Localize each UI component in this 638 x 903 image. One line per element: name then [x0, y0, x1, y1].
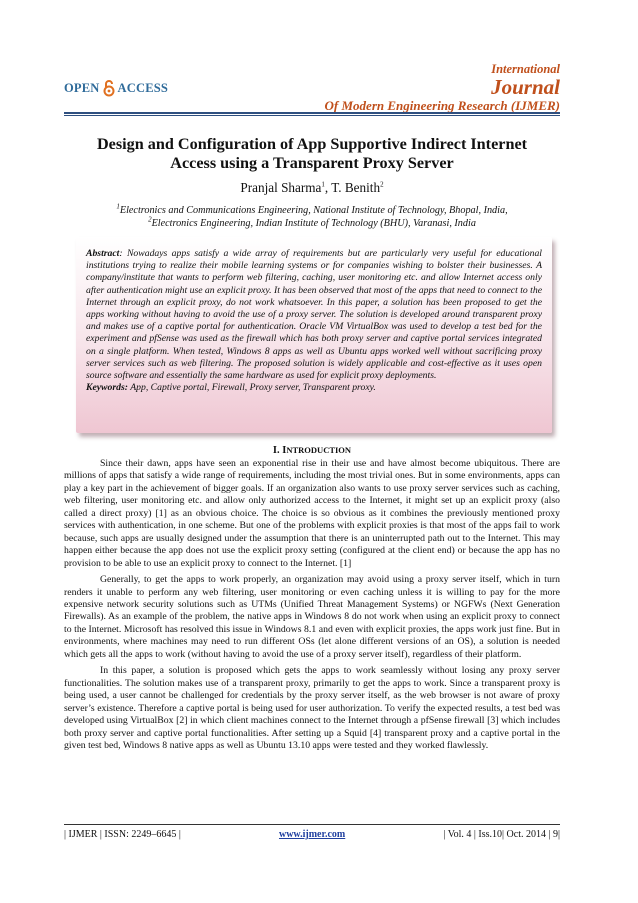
author-separator: ,: [324, 180, 332, 195]
footer-divider: [64, 824, 560, 825]
keywords-text: App, Captive portal, Firewall, Proxy server, Transparent proxy.: [127, 382, 376, 394]
header-divider-thin: [64, 115, 560, 116]
open-access-left-text: OPEN: [64, 80, 100, 95]
paper-title-line1: Design and Configuration of App Supportive Indirect Internet: [96, 135, 528, 153]
open-access-right-text: ACCESS: [117, 80, 169, 95]
paragraph-3: In this paper, a solution is proposed which gets the apps to work seamlessly without losing any proxy server functionalities. The solution makes use of a transparent proxy, primarily to get the apps to work. Since a transparent proxy is being used, a user cannot be challenged for credentials by the proxy server itself, as the web browser is not aware of proxy server’s existence. Therefore a captive portal is being used for user authorization. To verify the expected results, a test bed was developed using VirtualBox [2] in which client machines connect to the Internet through a pfSense firewall [3] which includes both proxy server and captive portal functionalities. After setting up a Squid [4] transparent proxy and a captive portal in the given test bed, Windows 8 native apps as well as Ubuntu 13.10 apps were tested and they worked flawlessly.: [64, 665, 560, 751]
footer-website-link[interactable]: www.ijmer.com: [278, 829, 346, 840]
author-1-affil-mark: 1: [321, 180, 325, 189]
open-access-lock-icon: [102, 79, 116, 97]
abstract-text: : Nowadays apps satisfy a wide array of requirements but are particularly very useful for educational institutions trying to realize their mobile learning systems or for companies wishing to bolster their businesses. A company/institute that wants to perform web filtering, caching, user monitoring etc. and allow Internet access only after authentication might use an explicit proxy. It has been observed that most of the apps that need to connect to the Internet through an explicit proxy, do not work whatsoever. In this paper, a solution has been proposed to get the apps working without having to avoid the use of a proxy server. The solution is developed around transparent proxy and makes use of a captive portal for authentication. Oracle VM VirtualBox was used to develop a test bed for the experiment and pfSense was used as the firewall which has both proxy server and captive portal services integrated on a single platform. When tested, Windows 8 apps as well as Ubuntu apps worked well without sacrificing proxy server services such as web filtering. The proposed solution is widely applicable and cost-effective as it uses open source software and essentially the same hardware as used for explicit proxy deployments.: [86, 248, 542, 382]
paragraph-1: Since their dawn, apps have seen an exponential rise in their use and have almost become ubiquitous. There are millions of apps that satisfy a wide range of requirements, including the most trivial ones. But in some environments, apps can play a key part in the achievement of bigger goals. If an organization also wants to use proxy server services such as caching, web filtering, user monitoring etc. and allow only authorized access to the Internet, it might set up an explicit proxy (also called a direct proxy) [1] as an obvious choice. The choice is so obvious as it combines the previously mentioned proxy services with authentication, in one scheme. But one of the problems with explicit proxies is that most of the apps fail to work because, such apps are usually designed under the assumption that there is an uninterrupted path out to the Internet. This may happen either because the app does not use the explicit proxy setting (configured at the client end) or because the app has no provision to be able to use an explicit proxy to connect to the Internet. [1]: [64, 458, 560, 569]
paper-title-line2: Access using a Transparent Proxy Server: [170, 154, 454, 172]
author-list: [64, 180, 560, 195]
author-1: Pranjal Sharma: [240, 180, 322, 195]
introduction-body: [64, 458, 560, 756]
open-access-logo: [64, 79, 168, 97]
page-footer: [64, 829, 560, 840]
journal-masthead: [325, 62, 560, 114]
journal-line-international: International: [491, 62, 560, 76]
section-heading-introduction: [64, 444, 560, 457]
keywords-label: Keywords:: [86, 382, 128, 394]
paragraph-2: Generally, to get the apps to work properly, an organization may avoid using a proxy server itself, which in turn renders it unable to perform any web filtering, user monitoring or even caching unless it is willing to pay for the more expensive network security solutions such as UTMs (Unified Threat Management Systems) or NGFWs (Next Generation Firewalls). As an example of the problem, the native apps in Windows 8 do not work when using an explicit proxy to connect to the Internet. Microsoft has resolved this issue in Windows 8.1 and even with explicit proxies, the apps work just fine. But in environments, where machines may need to run different OSs (let alone different versions of an OS), a solution is needed which gets all the apps to work (without having to avoid the use of a proxy server itself), regardless of their platform.: [64, 574, 560, 660]
journal-line-journal: Journal: [491, 75, 560, 99]
affiliation-2: [64, 215, 560, 230]
abstract-box: [76, 237, 552, 433]
footer-issn: | IJMER | ISSN: 2249–6645 |: [64, 829, 181, 840]
affiliation-2-text: Electronics Engineering, Indian Institute of Technology (BHU), Varanasi, India: [151, 218, 476, 229]
journal-line-name: Of Modern Engineering Research (IJMER): [324, 98, 560, 113]
affiliation-1-text: Electronics and Communications Engineering, National Institute of Technology, Bhopal, India,: [119, 205, 508, 216]
footer-volume-page: | Vol. 4 | Iss.10| Oct. 2014 | 9|: [443, 829, 560, 840]
affiliation-2-mark: 2: [148, 215, 152, 224]
paper-title: [64, 135, 560, 173]
author-2-affil-mark: 2: [380, 180, 384, 189]
affiliation-1: [64, 202, 560, 217]
affiliation-1-mark: 1: [116, 202, 120, 211]
author-2: T. Benith: [331, 180, 381, 195]
section-title-initial: I: [282, 445, 287, 456]
header-divider: [64, 112, 560, 114]
section-number: I.: [272, 445, 280, 456]
section-title-rest: NTRODUCTION: [286, 445, 352, 455]
abstract-label: Abstract: [86, 248, 120, 259]
